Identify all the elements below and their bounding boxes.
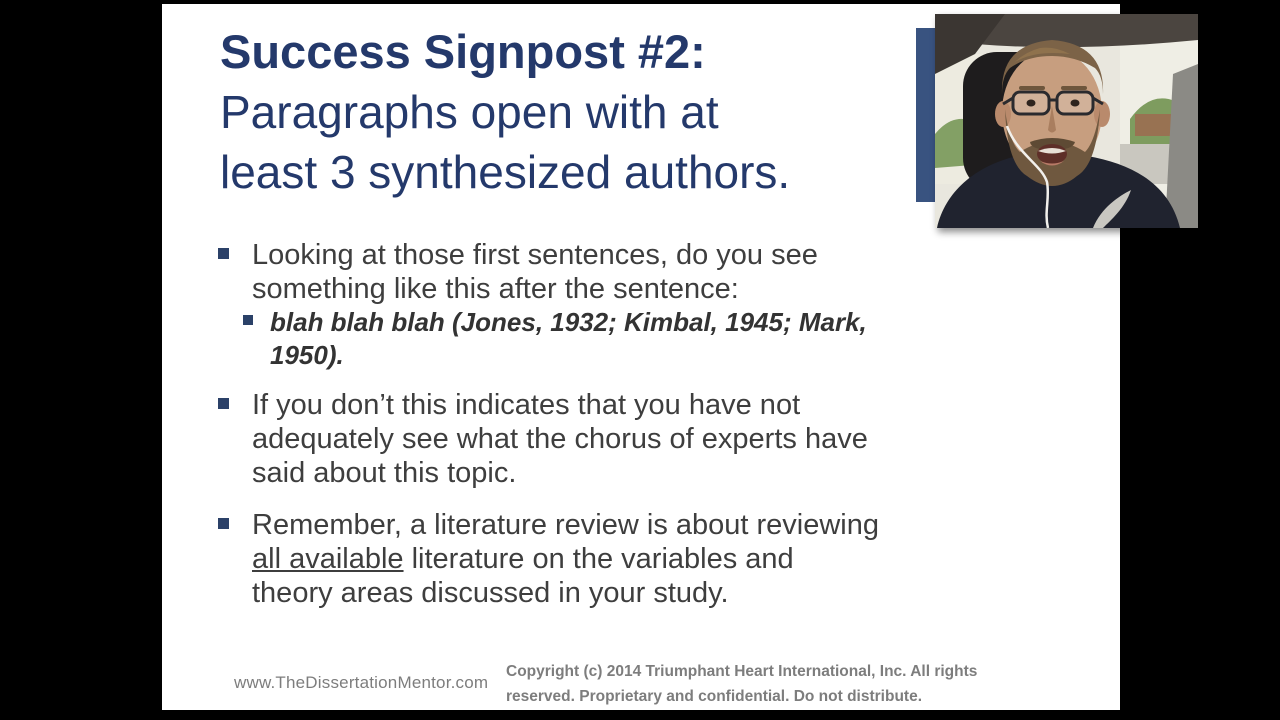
bullet-2-text-line-2: adequately see what the chorus of experts have: [252, 423, 868, 455]
presenter-webcam-video: [935, 14, 1198, 228]
underlined-phrase: all available: [252, 543, 404, 575]
bullet-3-text-line-3: theory areas discussed in your study.: [252, 577, 729, 609]
presenter-eye: [1027, 100, 1036, 107]
bullet-item-3: [218, 508, 992, 610]
slide-title: [220, 22, 790, 202]
square-bullet-icon: [218, 398, 229, 409]
square-bullet-icon: [218, 518, 229, 529]
bullet-3-text-line-1: Remember, a literature review is about reviewing: [252, 509, 879, 541]
bullet-item-2: [218, 388, 992, 490]
bullet-1-text-line-1: Looking at those first sentences, do you see: [252, 239, 818, 271]
presenter-ear: [995, 101, 1011, 127]
sub-bullet-text-line-1: blah blah blah (Jones, 1932; Kimbal, 1945; Mark,: [270, 307, 867, 337]
bullet-3-line-2-rest: literature on the variables and: [403, 543, 794, 575]
sub-bullet-text-line-2: 1950).: [270, 340, 344, 370]
copyright-line-2: reserved. Proprietary and confidential. Do not distribute.: [506, 688, 922, 705]
square-bullet-icon: [243, 315, 253, 325]
presenter-eye: [1071, 100, 1080, 107]
bullet-2-text-line-3: said about this topic.: [252, 457, 517, 489]
footer-website-url: www.TheDissertationMentor.com: [234, 673, 489, 692]
footer-copyright: [506, 659, 977, 709]
copyright-line-1: Copyright (c) 2014 Triumphant Heart International, Inc. All rights: [506, 663, 978, 680]
square-bullet-icon: [218, 248, 229, 259]
bullet-3-text-line-2: [252, 542, 992, 576]
title-line-2: Paragraphs open with at: [220, 86, 719, 138]
bullet-1-text-line-2: something like this after the sentence:: [252, 273, 739, 305]
bullet-item-1: [218, 238, 972, 306]
title-line-bold: Success Signpost #2:: [220, 25, 706, 78]
bullet-item-1-sub: [243, 306, 950, 372]
bullet-2-text-line-1: If you don’t this indicates that you have not: [252, 389, 801, 421]
title-line-3: least 3 synthesized authors.: [220, 146, 791, 198]
